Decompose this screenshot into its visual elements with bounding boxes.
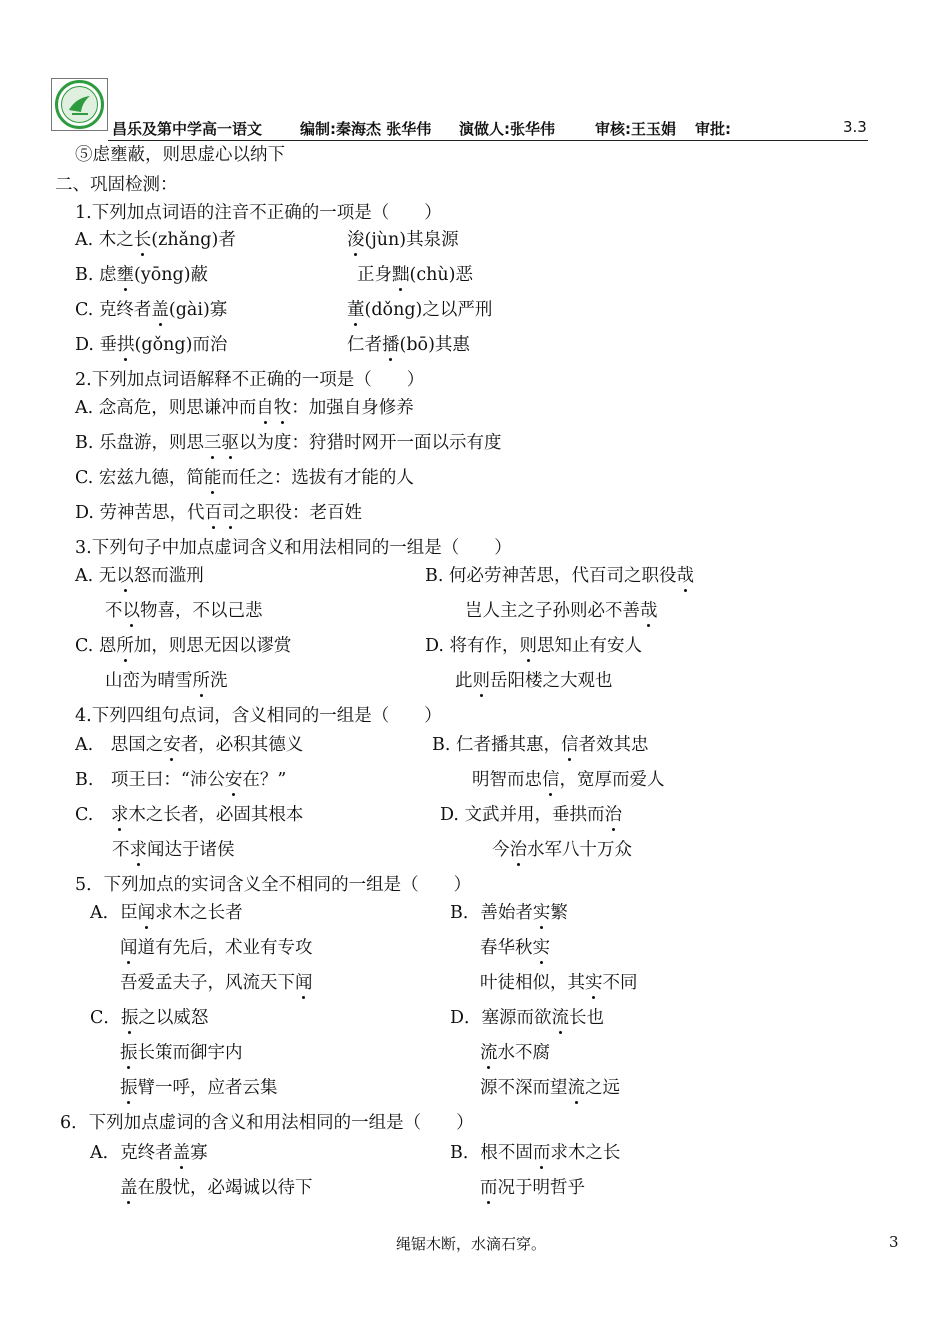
text-segment: B. 仁者播其惠， [432, 735, 561, 755]
text-line [425, 568, 694, 586]
dotted-emphasis-text: 而 [480, 1178, 498, 1198]
text-line [465, 603, 658, 621]
text-segment: 春华秋 [480, 938, 533, 958]
text-segment: B. 乐盘游，则思 [75, 433, 204, 453]
text-line [472, 772, 665, 790]
text-line [75, 540, 512, 558]
text-line [75, 638, 291, 656]
text-line [75, 337, 227, 355]
text-line [450, 905, 568, 923]
text-line [90, 1010, 208, 1028]
text-segment: 求木之长者 [155, 903, 243, 923]
text-segment: 求木之长 [550, 1143, 621, 1163]
text-segment: 者，必积其德义 [180, 735, 304, 755]
text-segment: 思知止有安人 [537, 636, 643, 656]
text-line [75, 232, 236, 250]
text-segment: D. 垂 [75, 335, 118, 355]
text-segment: 之职役：老百姓 [239, 503, 363, 523]
text-line [75, 302, 227, 320]
text-line [440, 807, 622, 825]
dotted-emphasis-text: 信 [542, 770, 560, 790]
header-rule [108, 140, 868, 141]
header-presenter: 演做人:张华伟 [459, 120, 555, 138]
dotted-emphasis-text: 所 [116, 636, 134, 656]
text-segment: B. 何必劳神苦思，代百司之职役 [425, 566, 677, 586]
text-line [75, 205, 442, 223]
dotted-emphasis-text: 实 [532, 903, 551, 923]
dotted-emphasis-text: 实 [532, 938, 550, 958]
text-segment: 在？” [242, 770, 287, 790]
text-segment: 山峦为晴雪 [105, 671, 193, 691]
text-segment: A. 念高危，则思谦冲而 [75, 398, 257, 418]
dotted-emphasis-text: 振 [120, 1043, 138, 1063]
text-line [455, 673, 613, 691]
footer-motto: 绳锯木断，水滴石穿。 [396, 1235, 547, 1253]
text-line [347, 337, 470, 355]
text-segment: 源不深而望 [480, 1078, 568, 1098]
text-segment: 之以威怒 [138, 1008, 209, 1028]
text-segment: ：加强自身修养 [291, 398, 414, 418]
text-line [75, 708, 442, 726]
text-segment: (gǒng)而治 [134, 335, 228, 355]
text-segment: 岂人主之子孙则必不善 [465, 601, 640, 621]
dotted-emphasis-text: 流 [480, 1043, 498, 1063]
text-line [120, 1045, 243, 1063]
dotted-emphasis-text: 以 [116, 566, 134, 586]
text-line [75, 737, 303, 755]
text-segment: C. [75, 805, 111, 825]
text-segment: B．根不固 [450, 1143, 533, 1163]
text-segment: 怒而滥刑 [133, 566, 204, 586]
text-line [450, 1010, 604, 1028]
text-line [75, 372, 424, 390]
text-segment: 以为度：狩猎时网开一面以示有度 [239, 433, 502, 453]
text-segment: 正身 [357, 265, 392, 285]
dotted-emphasis-text: 实 [585, 973, 603, 993]
text-line [75, 772, 286, 790]
text-segment: 此 [455, 671, 473, 691]
dotted-emphasis-text: 盖 [120, 1178, 138, 1198]
dotted-emphasis-text: 闻 [137, 903, 156, 923]
dotted-emphasis-text: 则 [472, 671, 490, 691]
text-segment: A．克终者 [90, 1143, 173, 1163]
text-segment: 道有先后，术业有专攻 [137, 938, 313, 958]
text-segment: 叶徒相似，其 [480, 973, 585, 993]
text-line [75, 470, 414, 488]
text-line [75, 505, 362, 523]
text-segment: 臂一呼，应者云集 [137, 1078, 278, 1098]
dotted-emphasis-text: 浚 [347, 230, 365, 250]
text-segment: (bō)其惠 [399, 335, 470, 355]
text-segment: (jùn)其泉源 [364, 230, 459, 250]
text-line [75, 400, 414, 418]
text-segment: (yōng)蔽 [134, 265, 209, 285]
text-segment: 明智而忠 [472, 770, 542, 790]
text-line [347, 232, 459, 250]
text-line [480, 1080, 620, 1098]
text-segment: D．塞源而欲 [450, 1008, 552, 1028]
dotted-emphasis-text: 哉 [640, 601, 658, 621]
text-segment: 长也 [569, 1008, 605, 1028]
dotted-emphasis-text: 拱 [117, 335, 135, 355]
text-line [492, 842, 632, 860]
dotted-emphasis-text: 治 [509, 840, 527, 860]
text-line [480, 940, 550, 958]
text-segment: C. 宏兹九德，简 [75, 468, 204, 488]
text-line [357, 267, 473, 285]
text-segment: D. 将有作， [425, 636, 520, 656]
dotted-emphasis-text: 董 [347, 300, 365, 320]
dotted-emphasis-text: 信 [561, 735, 579, 755]
text-segment: 岳阳楼之大观也 [490, 671, 613, 691]
text-line [432, 737, 649, 755]
dotted-emphasis-text: 治 [604, 805, 623, 825]
dotted-emphasis-text: 闻 [120, 938, 138, 958]
text-segment: (gài)寡 [168, 300, 228, 320]
dotted-emphasis-text: 求 [110, 805, 129, 825]
text-line [347, 302, 492, 320]
text-line [120, 1080, 278, 1098]
text-segment: ⑤虑壅蔽，则思虚心以纳下 [75, 145, 285, 165]
text-line [480, 975, 638, 993]
text-line [450, 1145, 620, 1163]
text-segment: ，宽厚而爱人 [559, 770, 665, 790]
text-line [90, 1145, 208, 1163]
text-segment: A. 木之 [75, 230, 134, 250]
dotted-emphasis-text: 安 [224, 770, 243, 790]
header-number: 3.3 [843, 118, 867, 136]
text-segment: 二、巩固检测： [55, 175, 178, 195]
text-line [120, 1180, 313, 1198]
dotted-emphasis-text: 流 [551, 1008, 570, 1028]
text-line [55, 177, 178, 195]
text-line [120, 940, 313, 958]
text-segment: 仁者 [347, 335, 382, 355]
text-segment: 6．下列加点虚词的含义和用法相同的一组是（ ） [60, 1113, 474, 1133]
text-line [75, 147, 285, 165]
dotted-emphasis-text: 盖 [151, 300, 169, 320]
text-line [75, 807, 303, 825]
text-segment: 在殷忧，必竭诚以待下 [137, 1178, 313, 1198]
dotted-emphasis-text: 求 [129, 840, 147, 860]
dotted-emphasis-text: 三驱 [204, 433, 239, 453]
text-segment: C． [90, 1008, 121, 1028]
dotted-emphasis-text: 自牧 [256, 398, 292, 418]
text-segment: 之远 [585, 1078, 620, 1098]
dotted-emphasis-text: 则 [519, 636, 538, 656]
dotted-emphasis-text: 黜 [392, 265, 410, 285]
text-segment: 木之长者，必固其根本 [128, 805, 304, 825]
text-segment: 者效其忠 [578, 735, 649, 755]
text-segment: 不 [105, 601, 123, 621]
dotted-emphasis-text: 安 [163, 735, 181, 755]
text-segment: C. 恩 [75, 636, 117, 656]
text-segment: A. 思国之 [75, 735, 164, 755]
text-line [75, 568, 204, 586]
text-line [105, 673, 228, 691]
text-segment: 3.下列句子中加点虚词含义和用法相同的一组是（ ） [75, 538, 512, 558]
text-line [75, 267, 208, 285]
header-school: 昌乐及第中学高一语文 [112, 120, 263, 138]
header-approval: 审批: [695, 120, 731, 138]
text-segment: 4.下列四组句点词，含义相同的一组是（ ） [75, 706, 442, 726]
text-line [112, 842, 235, 860]
text-segment: B．善始者 [450, 903, 533, 923]
text-segment: 水不腐 [497, 1043, 550, 1063]
text-segment: B. 项王曰：“沛公 [75, 770, 225, 790]
school-logo [51, 78, 108, 131]
text-segment: 寡 [190, 1143, 208, 1163]
dotted-emphasis-text: 长 [133, 230, 152, 250]
page-number: 3 [889, 1233, 899, 1251]
text-line [75, 435, 502, 453]
text-segment: B. 虑 [75, 265, 117, 285]
dotted-emphasis-text: 而 [532, 1143, 551, 1163]
text-line [120, 975, 313, 993]
text-segment: 吾爱孟夫子，风流天下 [120, 973, 295, 993]
text-segment: 1.下列加点词语的注音不正确的一项是（ ） [75, 203, 442, 223]
text-segment: (chù)恶 [409, 265, 473, 285]
text-segment: 物喜，不以己悲 [140, 601, 263, 621]
text-segment: 水军八十万众 [527, 840, 632, 860]
header-reviewer: 审核:王玉娟 [595, 120, 676, 138]
text-segment: 不 [112, 840, 130, 860]
text-segment: (zhǎng)者 [151, 230, 236, 250]
text-segment: A. 无 [75, 566, 117, 586]
text-line [480, 1180, 585, 1198]
text-segment: 而任之：选拔有才能的人 [221, 468, 414, 488]
text-segment: 今 [492, 840, 510, 860]
text-line [60, 1115, 474, 1133]
text-segment: 长策而御宇内 [137, 1043, 243, 1063]
text-segment: 5．下列加点的实词含义全不相同的一组是（ ） [75, 875, 472, 895]
dotted-emphasis-text: 哉 [676, 566, 694, 586]
text-line [480, 1045, 550, 1063]
header-editors: 编制:秦海杰 张华伟 [300, 120, 432, 138]
text-segment: D. 劳神苦思，代 [75, 503, 205, 523]
text-line [75, 877, 471, 895]
text-segment: 繁 [550, 903, 568, 923]
dotted-emphasis-text: 能 [203, 468, 222, 488]
text-line [105, 603, 263, 621]
dotted-emphasis-text: 闻 [295, 973, 313, 993]
text-segment: 不同 [602, 973, 638, 993]
dotted-emphasis-text: 播 [382, 335, 400, 355]
text-segment: 况于明哲乎 [497, 1178, 585, 1198]
text-segment: C. 克终者 [75, 300, 152, 320]
dotted-emphasis-text: 流 [567, 1078, 585, 1098]
text-segment: 加，则思无因以谬赏 [133, 636, 292, 656]
text-line [90, 905, 243, 923]
dotted-emphasis-text: 盖 [172, 1143, 191, 1163]
dotted-emphasis-text: 百司 [204, 503, 240, 523]
text-segment: (dǒng)之以严刑 [364, 300, 493, 320]
text-segment: 洗 [210, 671, 228, 691]
dotted-emphasis-text: 振 [120, 1078, 138, 1098]
text-segment: A．臣 [90, 903, 138, 923]
text-segment: 2.下列加点词语解释不正确的一项是（ ） [75, 370, 425, 390]
text-line [425, 638, 642, 656]
dotted-emphasis-text: 振 [120, 1008, 139, 1028]
school-emblem-icon [52, 79, 107, 130]
text-segment: D. 文武并用，垂拱而 [440, 805, 605, 825]
dotted-emphasis-text: 所 [192, 671, 210, 691]
dotted-emphasis-text: 以 [122, 601, 140, 621]
text-segment: 闻达于诸侯 [147, 840, 235, 860]
dotted-emphasis-text: 壅 [116, 265, 134, 285]
